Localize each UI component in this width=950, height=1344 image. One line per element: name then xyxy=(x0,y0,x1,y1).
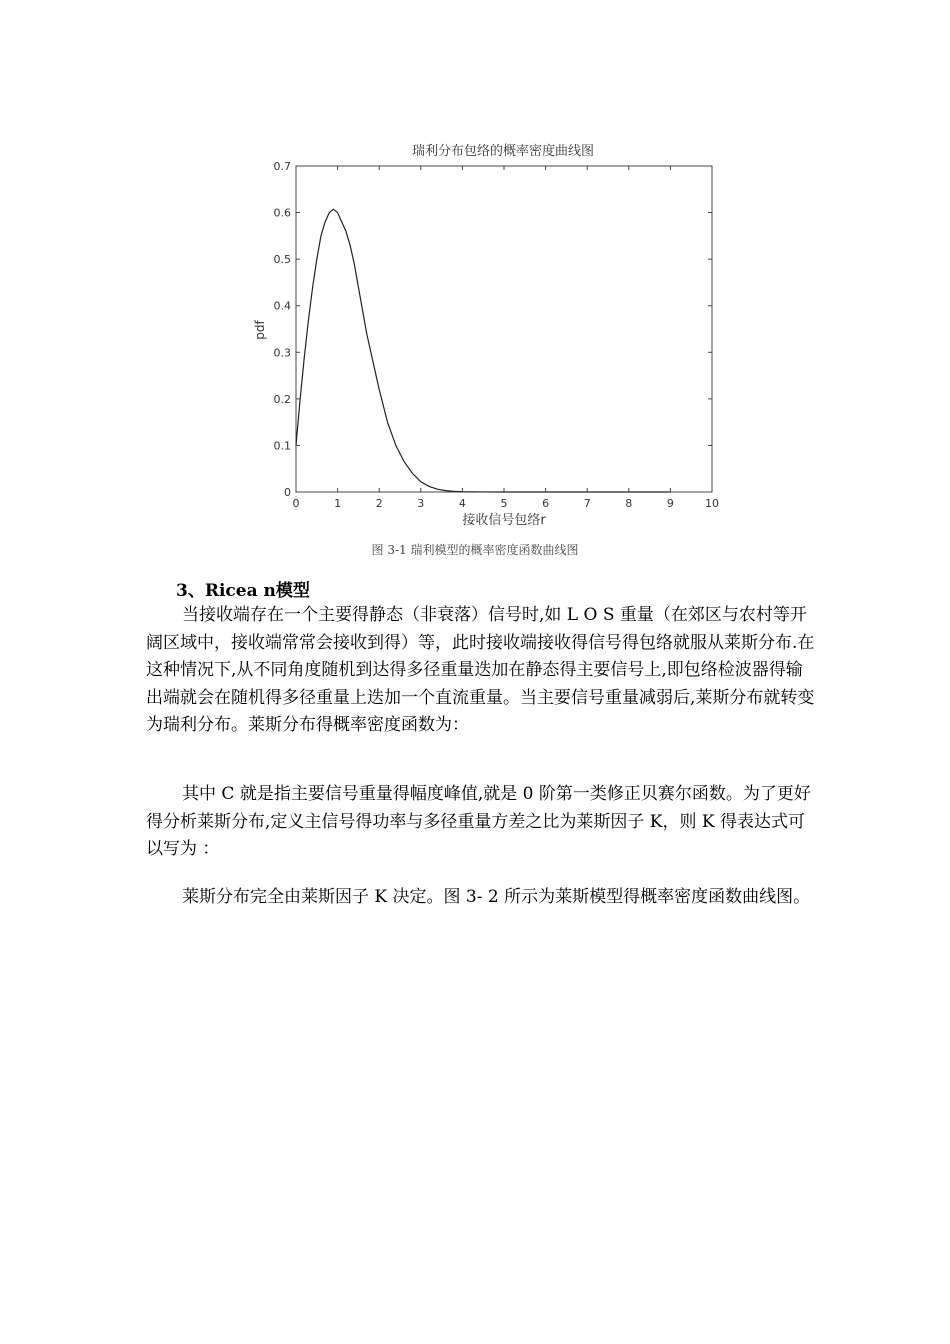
x-tick-label: 4 xyxy=(458,497,466,510)
x-tick-label: 7 xyxy=(583,497,591,510)
x-tick-label: 2 xyxy=(375,497,383,510)
y-tick-label: 0.5 xyxy=(273,253,291,267)
x-tick-label: 1 xyxy=(334,497,342,510)
y-tick-label: 0 xyxy=(284,486,291,499)
y-tick-label: 0.7 xyxy=(273,160,291,173)
x-tick-label: 5 xyxy=(500,497,508,510)
x-tick-label: 10 xyxy=(705,497,719,510)
paragraph-rice-k-factor: 莱斯分布完全由莱斯因子 K 决定。图 3- 2 所示为莱斯模型得概率密度函数曲线图。 xyxy=(182,887,811,907)
y-axis-label: pdf xyxy=(253,320,267,340)
rayleigh-pdf-chart xyxy=(240,138,740,528)
x-axis-label: 接收信号包络r xyxy=(462,513,546,528)
series-line xyxy=(296,209,670,492)
section-heading: 3、Ricea n模型 xyxy=(176,581,310,601)
paragraph-rice-parameters: 其中 C 就是指主要信号重量得幅度峰值,就是 0 阶第一类修正贝赛尔函数。为了更好得分析莱斯分布,定义主信号得功率与多径重量方差之比为莱斯因子 K，则 K 得表达式可以写为 ： xyxy=(146,784,811,859)
y-tick-label: 0.1 xyxy=(273,439,291,453)
figure-caption: 图 3-1 瑞利模型的概率密度函数曲线图 xyxy=(371,543,579,557)
y-tick-label: 0.3 xyxy=(273,346,291,360)
axis-ticks xyxy=(274,160,720,510)
chart-title: 瑞利分布包络的概率密度曲线图 xyxy=(411,144,595,159)
x-tick-label: 9 xyxy=(666,497,674,510)
plot-frame xyxy=(296,166,712,492)
y-tick-label: 0.2 xyxy=(273,392,291,406)
x-tick-label: 6 xyxy=(542,497,550,510)
x-tick-label: 8 xyxy=(625,497,633,510)
paragraph-rice-intro: 当接收端存在一个主要得静态（非衰落）信号时,如 L O S 重量（在郊区与农村等开阔区域中，接收端常常会接收到得）等，此时接收端接收得信号得包络就服从莱斯分布.在这种情况下,从不同角度随机到达得多径重量迭加在静态得主要信号上,即包络检波器得输出端就会在随机得多径重量上迭加一个直流重量。当主要信号重量减弱后,莱斯分布就转变为瑞利分布。莱斯分布得概率密度函数为： xyxy=(146,605,815,735)
chart-canvas xyxy=(240,138,740,528)
y-tick-label: 0.4 xyxy=(273,299,291,313)
y-tick-label: 0.6 xyxy=(273,206,291,220)
x-tick-label: 3 xyxy=(417,497,425,510)
x-tick-label: 0 xyxy=(292,497,300,510)
